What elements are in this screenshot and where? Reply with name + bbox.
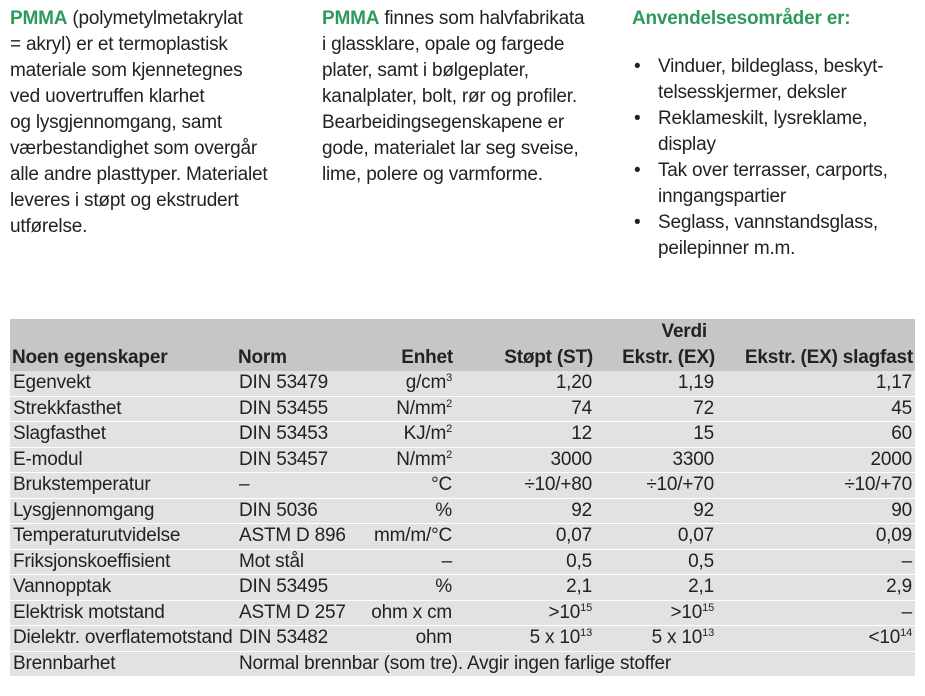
table-cell: ohm — [361, 626, 455, 652]
superscript: 15 — [702, 601, 714, 614]
list-item-line: Seglass, vannstandsglass, — [658, 212, 878, 233]
forms-line: gode, materialet lar seg sveise, — [322, 138, 579, 159]
applications-heading: Anvendelsesområder er: — [632, 8, 851, 29]
table-cell: Slagfasthet — [10, 422, 236, 448]
table-cell: 2,9 — [717, 575, 915, 601]
table-cell: % — [361, 498, 455, 524]
superscript: 2 — [446, 423, 452, 436]
table-cell: 1,20 — [455, 371, 595, 396]
column-header: Ekstr. (EX) slagfast — [717, 345, 915, 371]
list-item-line: telsesskjermer, deksler — [658, 82, 847, 103]
table-cell: Egenvekt — [10, 371, 236, 396]
table-cell: Strekkfasthet — [10, 396, 236, 422]
table-row — [10, 473, 915, 499]
table-cell: $N/mm^2$ — [361, 396, 455, 422]
superscript: 2 — [446, 397, 452, 410]
table-cell: – — [717, 549, 915, 575]
table-cell: $KJ/m^2$ — [361, 422, 455, 448]
table-cell: 3300 — [595, 447, 717, 473]
forms-line: plater, samt i bølgeplater, — [322, 60, 529, 81]
table-cell: Mot stål — [236, 549, 361, 575]
table-cell: 60 — [717, 422, 915, 448]
list-item-line: Reklameskilt, lysreklame, — [658, 108, 868, 129]
table-cell: – — [717, 600, 915, 626]
table-cell: 45 — [717, 396, 915, 422]
table-cell: E-modul — [10, 447, 236, 473]
table-cell: Brennbarhet — [10, 651, 236, 677]
table-cell: DIN 53457 — [236, 447, 361, 473]
table-cell: $N/mm^2$ — [361, 447, 455, 473]
list-item-line: Vinduer, bildeglass, beskyt- — [658, 56, 884, 77]
applications-column — [632, 6, 922, 262]
table-cell: °C — [361, 473, 455, 499]
table-body — [10, 371, 915, 677]
table-row — [10, 600, 915, 626]
table-cell: DIN 53495 — [236, 575, 361, 601]
intro-line: ved uovertruffen klarhet — [10, 86, 205, 107]
superscript: 15 — [580, 601, 592, 614]
forms-line: kanalplater, bolt, rør og profiler. — [322, 86, 577, 107]
list-item-line: inngangspartier — [658, 186, 786, 207]
column-header: Enhet — [361, 345, 455, 371]
table-row — [10, 549, 915, 575]
table-cell: 90 — [717, 498, 915, 524]
table-cell: ÷10/+70 — [717, 473, 915, 499]
superscript: 13 — [580, 627, 592, 640]
table-cell: Friksjonskoeffisient — [10, 549, 236, 575]
table-cell: 0,5 — [455, 549, 595, 575]
list-item — [632, 54, 922, 106]
table-cell: 1,19 — [595, 371, 717, 396]
pmma-lead: PMMA — [10, 8, 68, 29]
bullet-icon: • — [634, 160, 641, 181]
table-cell: $g/cm^3$ — [361, 371, 455, 396]
superscript: 3 — [446, 372, 452, 385]
table-cell: ÷10/+80 — [455, 473, 595, 499]
column-header: Noen egenskaper — [10, 345, 236, 371]
verdi-header: Verdi — [10, 319, 915, 345]
table-cell: Normal brennbar (som tre). Avgir ingen farlige stoffer — [236, 651, 915, 677]
table-cell: – — [236, 473, 361, 499]
column-header: Støpt (ST) — [455, 345, 595, 371]
table-cell: Brukstemperatur — [10, 473, 236, 499]
table-cell: Temperaturutvidelse — [10, 524, 236, 550]
table-cell: ohm x cm — [361, 600, 455, 626]
table-cell: mm/m/°C — [361, 524, 455, 550]
table-cell: % — [361, 575, 455, 601]
superscript: 2 — [446, 448, 452, 461]
table-cell: 74 — [455, 396, 595, 422]
bullet-icon: • — [634, 56, 641, 77]
list-item — [632, 106, 922, 158]
intro-line: (polymetylmetakrylat — [67, 8, 243, 29]
table-row — [10, 371, 915, 396]
table-row — [10, 498, 915, 524]
list-item — [632, 158, 922, 210]
table-cell: 92 — [455, 498, 595, 524]
table-row — [10, 626, 915, 652]
table-cell: DIN 53479 — [236, 371, 361, 396]
forms-line: Bearbeidingsegenskapene er — [322, 112, 564, 133]
properties-table — [10, 319, 915, 677]
table-cell: DIN 5036 — [236, 498, 361, 524]
intro-column — [10, 6, 300, 240]
intro-line: alle andre plasttyper. Materialet — [10, 164, 268, 185]
column-header: Norm — [236, 345, 361, 371]
table-cell: Lysgjennomgang — [10, 498, 236, 524]
table-cell: DIN 53455 — [236, 396, 361, 422]
superscript: 13 — [702, 627, 714, 640]
table-row — [10, 396, 915, 422]
table-cell: 5 x $10^{13}$ — [455, 626, 595, 652]
table-cell: Dielektr. overflatemotstand — [10, 626, 236, 652]
intro-line: materiale som kjennetegnes — [10, 60, 243, 81]
table-cell: 72 — [595, 396, 717, 422]
applications-list — [632, 54, 922, 262]
list-item-line: peilepinner m.m. — [658, 238, 796, 259]
table-cell: $>10^{15}$ — [595, 600, 717, 626]
table-cell: 3000 — [455, 447, 595, 473]
intro-line: utførelse. — [10, 216, 88, 237]
table-cell: ASTM D 896 — [236, 524, 361, 550]
table-cell: 0,07 — [595, 524, 717, 550]
forms-line: finnes som halvfabrikata — [379, 8, 585, 29]
table-row — [10, 447, 915, 473]
table-cell: 92 — [595, 498, 717, 524]
table-row — [10, 422, 915, 448]
table-cell: 12 — [455, 422, 595, 448]
table-cell: 2,1 — [595, 575, 717, 601]
bullet-icon: • — [634, 108, 641, 129]
table-row — [10, 651, 915, 677]
table-cell: 0,09 — [717, 524, 915, 550]
table-cell: 2,1 — [455, 575, 595, 601]
list-item — [632, 210, 922, 262]
list-item-line: Tak over terrasser, carports, — [658, 160, 888, 181]
table-cell: 0,5 — [595, 549, 717, 575]
table-cell: ÷10/+70 — [595, 473, 717, 499]
table-cell: DIN 53482 — [236, 626, 361, 652]
table-cell: – — [361, 549, 455, 575]
table-cell: Vannopptak — [10, 575, 236, 601]
table-cell: 15 — [595, 422, 717, 448]
table-header-row — [10, 345, 915, 371]
intro-line: og lysgjennomgang, samt — [10, 112, 222, 133]
list-item-line: display — [658, 134, 716, 155]
table-cell: $<10^{14}$ — [717, 626, 915, 652]
table-cell: Elektrisk motstand — [10, 600, 236, 626]
table-cell: $>10^{15}$ — [455, 600, 595, 626]
forms-line: i glassklare, opale og fargede — [322, 34, 565, 55]
table-cell: DIN 53453 — [236, 422, 361, 448]
table-cell: 1,17 — [717, 371, 915, 396]
pmma-lead: PMMA — [322, 8, 380, 29]
table-cell: ASTM D 257 — [236, 600, 361, 626]
table-row — [10, 524, 915, 550]
intro-line: leveres i støpt og ekstrudert — [10, 190, 239, 211]
table-cell: 2000 — [717, 447, 915, 473]
table-cell: 0,07 — [455, 524, 595, 550]
column-header: Ekstr. (EX) — [595, 345, 717, 371]
forms-column — [322, 6, 622, 188]
intro-line: = akryl) er et termoplastisk — [10, 34, 228, 55]
table-group-header-row — [10, 319, 915, 345]
table-row — [10, 575, 915, 601]
bullet-icon: • — [634, 212, 641, 233]
intro-line: værbestandighet som overgår — [10, 138, 258, 159]
forms-line: lime, polere og varmforme. — [322, 164, 543, 185]
table-cell: 5 x $10^{13}$ — [595, 626, 717, 652]
superscript: 14 — [900, 627, 912, 640]
